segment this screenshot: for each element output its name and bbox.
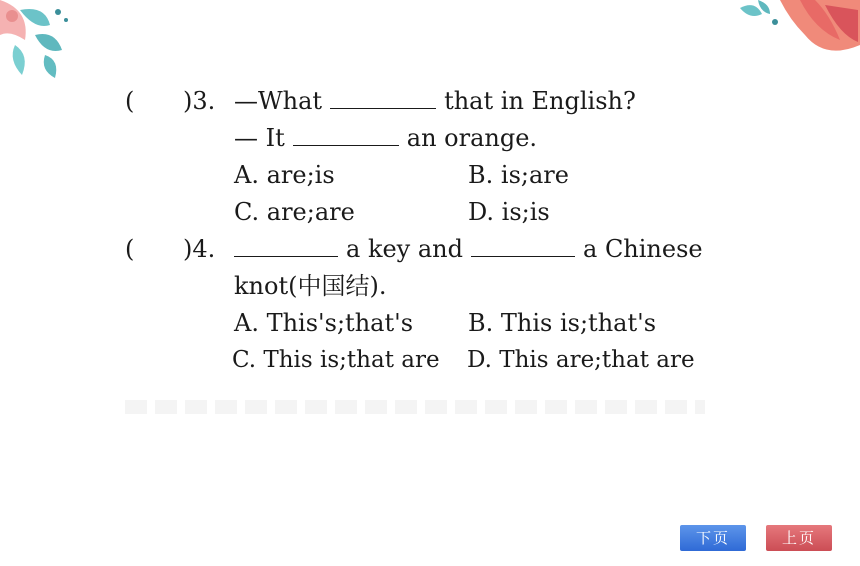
next-page-button[interactable]: 下页 bbox=[680, 525, 746, 551]
question-3-stem-line2 bbox=[234, 123, 537, 153]
previous-page-button[interactable]: 上页 bbox=[766, 525, 832, 551]
blank bbox=[293, 123, 399, 146]
answer-paren-4: ( bbox=[125, 235, 135, 263]
blank bbox=[234, 234, 338, 257]
question-4-option-c: C. This is;that are bbox=[232, 347, 440, 373]
question-3-option-b: B. is;are bbox=[468, 161, 569, 189]
question-4-option-a: A. This's;that's bbox=[234, 309, 414, 337]
question-3-stem-text-4: an orange. bbox=[406, 124, 538, 152]
question-3-option-d: D. is;is bbox=[468, 198, 550, 226]
question-3-number: )3. bbox=[183, 87, 216, 115]
faint-ghost-text bbox=[125, 400, 705, 414]
blank bbox=[330, 86, 436, 109]
question-3-stem-text-1: —What bbox=[234, 87, 323, 115]
question-3-option-c: C. are;are bbox=[234, 198, 355, 226]
blank bbox=[471, 234, 575, 257]
question-3-stem-text-3: — It bbox=[234, 124, 285, 152]
question-4-option-b: B. This is;that's bbox=[468, 309, 657, 337]
question-4-stem-text-3: knot(中国结). bbox=[234, 272, 387, 300]
answer-paren-3: ( bbox=[125, 87, 135, 115]
question-4-stem-text-2: a Chinese bbox=[583, 235, 703, 263]
question-3-stem-line1 bbox=[234, 86, 636, 116]
question-3-option-a: A. are;is bbox=[234, 161, 335, 189]
question-4-option-d: D. This are;that are bbox=[467, 347, 695, 373]
question-4-number: )4. bbox=[183, 235, 216, 263]
question-3-stem-text-2: that in English? bbox=[444, 87, 636, 115]
question-4-stem-text-1: a key and bbox=[346, 235, 463, 263]
question-4-stem-line1 bbox=[234, 234, 703, 264]
question-4-stem-line2 bbox=[234, 271, 386, 301]
